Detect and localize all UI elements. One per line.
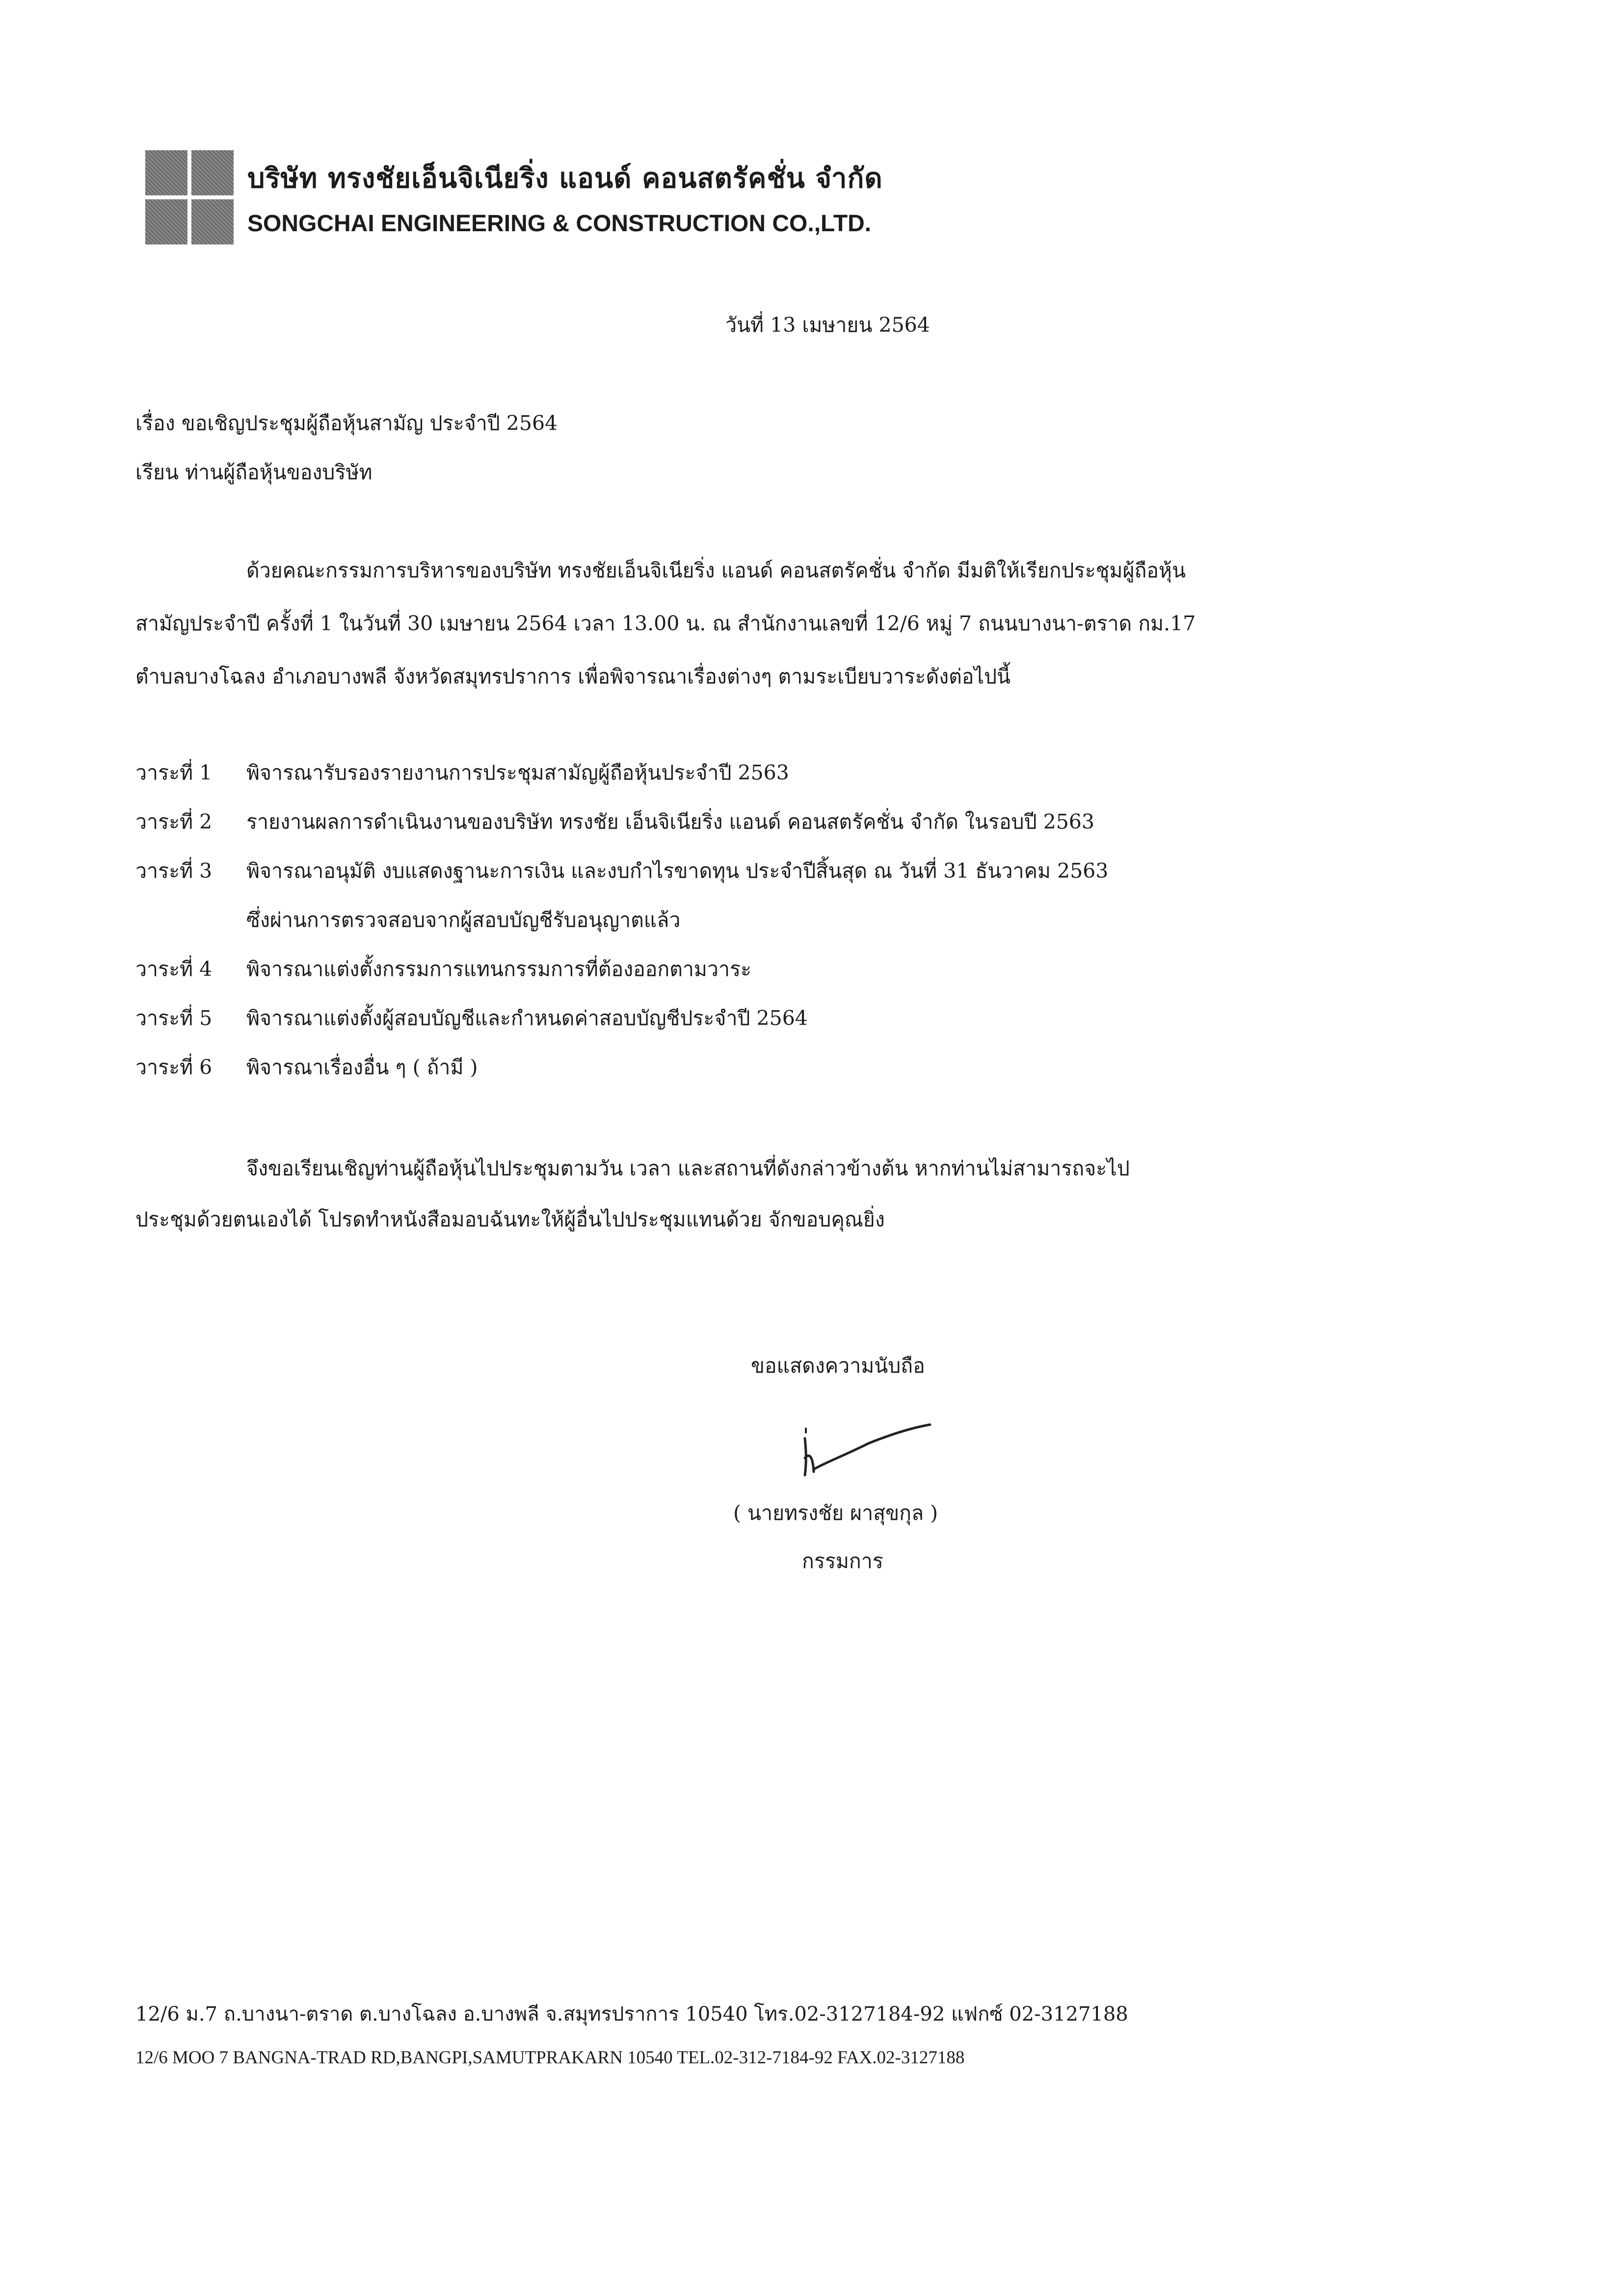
signatory-name: ( นายทรงชัย ผาสุขกุล ) [733, 1501, 938, 1525]
agenda-item-text: พิจารณาเรื่องอื่น ๆ ( ถ้ามี ) [246, 1055, 478, 1079]
agenda-label: วาระที่ 6 [135, 1055, 213, 1079]
intro-line-1: ด้วยคณะกรรมการบริหารของบริษัท ทรงชัยเอ็นจิเนียริ่ง แอนด์ คอนสตรัคชั่น จำกัด มีมติให้เรียกประชุมผู้ถือหุ้น [246, 559, 1186, 582]
agenda-label: วาระที่ 1 [135, 761, 213, 784]
agenda-label: วาระที่ 4 [135, 957, 213, 981]
agenda-label: วาระที่ 5 [135, 1006, 213, 1030]
company-name-en: SONGCHAI ENGINEERING & CONSTRUCTION CO.,LTD. [247, 211, 872, 237]
intro-line-3: ตำบลบางโฉลง อำเภอบางพลี จังหวัดสมุทรปราการ เพื่อพิจารณาเรื่องต่างๆ ตามระเบียบวาระดังต่อไปนี้ [135, 665, 1011, 688]
agenda-item-text: พิจารณารับรองรายงานการประชุมสามัญผู้ถือหุ้นประจำปี 2563 [246, 761, 789, 784]
company-logo [145, 150, 234, 244]
footer-address-en: 12/6 MOO 7 BANGNA-TRAD RD,BANGPI,SAMUTPRAKARN 10540 TEL.02-312-7184-92 FAX.02-3127188 [135, 2048, 965, 2068]
closing-line-2: ประชุมด้วยตนเองได้ โปรดทำหนังสือมอบฉันทะให้ผู้อื่นไปประชุมแทนด้วย จักขอบคุณยิ่ง [135, 1208, 885, 1231]
letter-subject: เรื่อง ขอเชิญประชุมผู้ถือหุ้นสามัญ ประจำปี 2564 [135, 411, 558, 435]
agenda-item-text: พิจารณาอนุมัติ งบแสดงฐานะการเงิน และงบกำไรขาดทุน ประจำปีสิ้นสุด ณ วันที่ 31 ธันวาคม 2563 [246, 859, 1109, 883]
agenda-label: วาระที่ 2 [135, 810, 213, 834]
letter-recipient: เรียน ท่านผู้ถือหุ้นของบริษัท [135, 460, 372, 484]
signatory-title: กรรมการ [802, 1549, 883, 1573]
closing-line-1: จึงขอเรียนเชิญท่านผู้ถือหุ้นไปประชุมตามวัน เวลา และสถานที่ดังกล่าวข้างต้น หากท่านไม่สามารถจะไป [246, 1157, 1130, 1180]
agenda-item-text: พิจารณาแต่งตั้งผู้สอบบัญชีและกำหนดค่าสอบบัญชีประจำปี 2564 [246, 1006, 808, 1030]
letter-date: วันที่ 13 เมษายน 2564 [725, 313, 930, 337]
intro-line-2: สามัญประจำปี ครั้งที่ 1 ในวันที่ 30 เมษายน 2564 เวลา 13.00 น. ณ สำนักงานเลขที่ 12/6 หมู่ 7 ถนนบางนา-ตราด กม.17 [135, 612, 1196, 635]
agenda-item-text: รายงานผลการดำเนินงานของบริษัท ทรงชัย เอ็นจิเนียริ่ง แอนด์ คอนสตรัคชั่น จำกัด ในรอบปี 2563 [246, 810, 1094, 834]
closing-regards: ขอแสดงความนับถือ [751, 1354, 925, 1378]
agenda-item-continuation: ซึ่งผ่านการตรวจสอบจากผู้สอบบัญชีรับอนุญาตแล้ว [246, 908, 681, 932]
agenda-label: วาระที่ 3 [135, 859, 213, 883]
company-name-th: บริษัท ทรงชัยเอ็นจิเนียริ่ง แอนด์ คอนสตรัคชั่น จำกัด [247, 162, 883, 194]
agenda-item-text: พิจารณาแต่งตั้งกรรมการแทนกรรมการที่ต้องออกตามวาระ [246, 957, 752, 981]
handwritten-signature [795, 1414, 942, 1492]
footer-address-th: 12/6 ม.7 ถ.บางนา-ตราด ต.บางโฉลง อ.บางพลี จ.สมุทรปราการ 10540 โทร.02-3127184-92 แฟกซ์ 02-3127188 [135, 2003, 1128, 2026]
